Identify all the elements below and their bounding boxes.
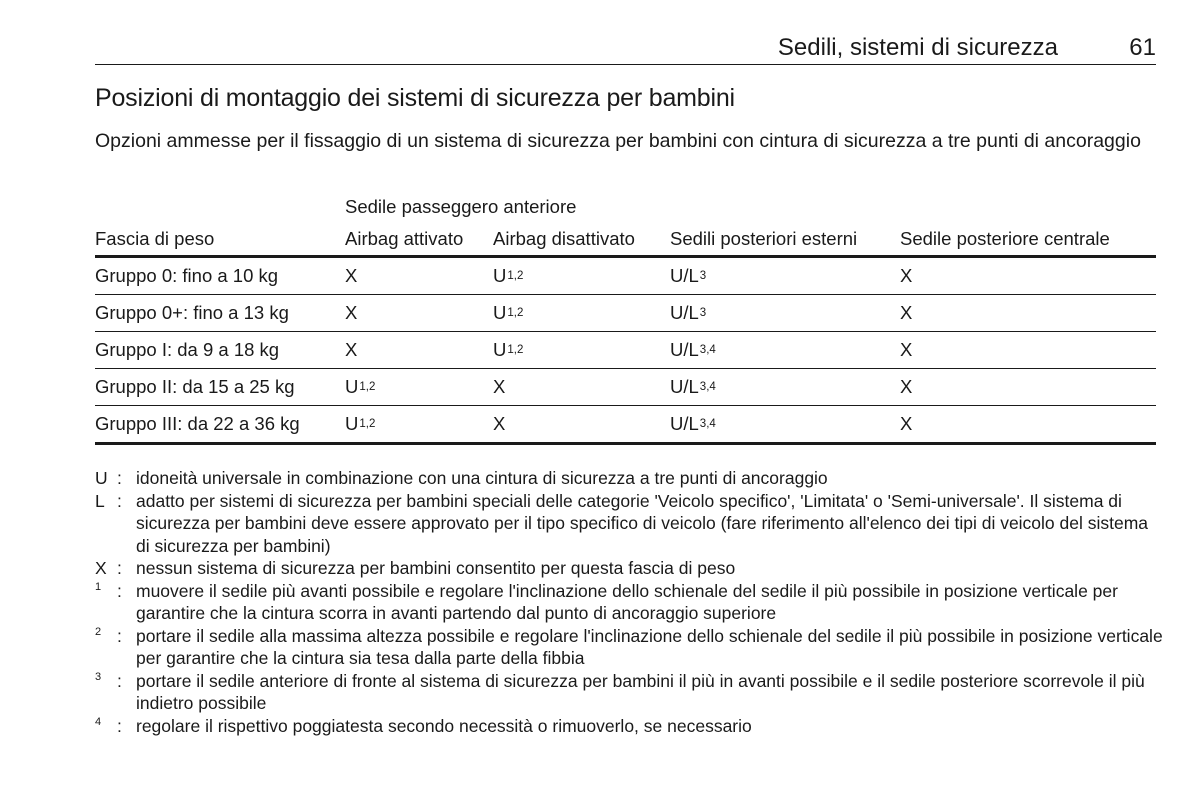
- legend-item: [95, 490, 1165, 558]
- table-header-row: [95, 222, 1156, 257]
- legend-separator: :: [117, 625, 122, 646]
- footnote-reference: 1,2: [507, 307, 524, 319]
- suitability-code: [670, 339, 716, 361]
- legend-item: [95, 625, 1165, 670]
- suitability-cell: [670, 295, 900, 332]
- weight-class-cell: Gruppo II: da 15 a 25 kg: [95, 369, 345, 406]
- weight-class-cell: Gruppo III: da 22 a 36 kg: [95, 406, 345, 444]
- suitability-cell: [900, 406, 1156, 444]
- legend-separator: :: [117, 670, 122, 691]
- table-row: [95, 332, 1156, 369]
- legend-separator: :: [117, 468, 122, 488]
- weight-class-cell: Gruppo 0: fino a 10 kg: [95, 257, 345, 295]
- weight-class-cell: Gruppo 0+: fino a 13 kg: [95, 295, 345, 332]
- legend-item: [95, 580, 1165, 625]
- footnote-reference: 3,4: [699, 344, 716, 356]
- suitability-cell: [493, 295, 670, 332]
- footnote-reference: 3: [699, 270, 707, 282]
- legend-text: muovere il sedile più avanti possibile e regolare l'inclinazione dello schienale del sedile il più possibile in posizione verticale per garantire che la cintura scorra in avanti partendo dal punto di ancoraggio superiore: [136, 580, 1118, 623]
- suitability-letter: X: [345, 339, 358, 360]
- table-row: [95, 369, 1156, 406]
- legend-item: [95, 467, 1165, 490]
- suitability-code: [493, 413, 505, 435]
- suitability-code: [345, 376, 375, 398]
- suitability-letter: U: [345, 413, 359, 434]
- legend-key: 2: [95, 625, 102, 638]
- table-row: [95, 257, 1156, 295]
- suitability-cell: [900, 295, 1156, 332]
- suitability-cell: [900, 257, 1156, 295]
- table-row: [95, 406, 1156, 444]
- legend-text: adatto per sistemi di sicurezza per bambini speciali delle categorie 'Veicolo specifico', 'Limitata' o 'Semi-universale'. Il sistema di sicurezza per bambini deve essere approvato per il tipo specifico di veicolo (fare riferimento all'elenco dei tipi di veicolo del sistema di sicurezza per bambini): [136, 490, 1149, 556]
- suitability-letter: U/L: [670, 265, 699, 286]
- column-header-airbag-on: Airbag attivato: [345, 222, 493, 257]
- suitability-code: [900, 376, 912, 398]
- suitability-letter: X: [345, 265, 358, 286]
- suitability-cell: [345, 369, 493, 406]
- suitability-letter: X: [345, 302, 358, 323]
- footnote-reference: 3: [699, 307, 707, 319]
- suitability-code: [670, 265, 706, 287]
- suitability-code: [670, 302, 706, 324]
- column-header-rear-outer: Sedili posteriori esterni: [670, 222, 900, 257]
- suitability-code: [345, 302, 357, 324]
- footnote-reference: 1,2: [359, 381, 376, 393]
- column-group-header: Sedile passeggero anteriore: [345, 196, 577, 217]
- weight-class-cell: Gruppo I: da 9 a 18 kg: [95, 332, 345, 369]
- suitability-cell: [345, 295, 493, 332]
- suitability-cell: [900, 332, 1156, 369]
- suitability-letter: X: [493, 413, 506, 434]
- legend-separator: :: [117, 490, 122, 511]
- legend-key: X: [95, 558, 107, 578]
- suitability-cell: [493, 406, 670, 444]
- column-header-rear-center: Sedile posteriore centrale: [900, 222, 1156, 257]
- suitability-code: [670, 413, 716, 435]
- legend-key: L: [95, 490, 105, 511]
- suitability-code: [493, 376, 505, 398]
- suitability-code: [670, 376, 716, 398]
- legend-separator: :: [117, 558, 122, 578]
- suitability-letter: X: [900, 302, 913, 323]
- suitability-letter: X: [493, 376, 506, 397]
- legend-key: U: [95, 468, 108, 488]
- suitability-code: [493, 302, 523, 324]
- suitability-cell: [900, 369, 1156, 406]
- suitability-code: [900, 413, 912, 435]
- page-title: Posizioni di montaggio dei sistemi di sicurezza per bambini: [95, 84, 735, 112]
- table-row: [95, 295, 1156, 332]
- legend-item: [95, 715, 1165, 738]
- suitability-cell: [345, 257, 493, 295]
- suitability-cell: [670, 332, 900, 369]
- suitability-letter: U: [493, 339, 507, 360]
- legend-key: 1: [95, 580, 102, 593]
- legend-separator: :: [117, 580, 122, 601]
- suitability-letter: X: [900, 376, 913, 397]
- legend-text: regolare il rispettivo poggiatesta secondo necessità o rimuoverlo, se necessario: [136, 715, 752, 736]
- suitability-code: [345, 339, 357, 361]
- legend: [95, 467, 1165, 737]
- suitability-cell: [670, 369, 900, 406]
- suitability-code: [900, 339, 912, 361]
- suitability-letter: U: [493, 265, 507, 286]
- suitability-cell: [493, 332, 670, 369]
- suitability-letter: U/L: [670, 302, 699, 323]
- suitability-code: [900, 265, 912, 287]
- legend-key: 3: [95, 670, 102, 683]
- footnote-reference: 3,4: [699, 418, 716, 430]
- footnote-reference: 1,2: [359, 418, 376, 430]
- suitability-letter: U/L: [670, 413, 699, 434]
- suitability-cell: [493, 369, 670, 406]
- column-header-airbag-off: Airbag disattivato: [493, 222, 670, 257]
- suitability-letter: X: [900, 339, 913, 360]
- suitability-letter: U: [345, 376, 359, 397]
- legend-text: nessun sistema di sicurezza per bambini consentito per questa fascia di peso: [136, 558, 736, 578]
- legend-text: portare il sedile alla massima altezza possibile e regolare l'inclinazione dello schienale del sedile il più possibile in posizione verticale per garantire che la cintura sia tesa dalla parte della fibbia: [136, 625, 1163, 668]
- footnote-reference: 1,2: [507, 270, 524, 282]
- footnote-reference: 3,4: [699, 381, 716, 393]
- table-caption: Opzioni ammesse per il fissaggio di un sistema di sicurezza per bambini con cintura di sicurezza a tre punti di ancoraggio: [95, 130, 1141, 152]
- suitability-letter: U: [493, 302, 507, 323]
- column-header-weight: Fascia di peso: [95, 222, 345, 257]
- suitability-code: [493, 265, 523, 287]
- suitability-letter: X: [900, 413, 913, 434]
- mounting-positions-table: [95, 222, 1156, 445]
- suitability-cell: [345, 406, 493, 444]
- suitability-cell: [493, 257, 670, 295]
- suitability-letter: X: [900, 265, 913, 286]
- footnote-reference: 1,2: [507, 344, 524, 356]
- legend-text: portare il sedile anteriore di fronte al sistema di sicurezza per bambini il più in avanti possibile e il sedile posteriore scorrevole il più indietro possibile: [136, 670, 1145, 713]
- legend-item: [95, 557, 1165, 580]
- suitability-letter: U/L: [670, 376, 699, 397]
- legend-item: [95, 670, 1165, 715]
- legend-key: 4: [95, 715, 102, 728]
- legend-separator: :: [117, 715, 122, 736]
- suitability-code: [345, 413, 375, 435]
- suitability-code: [345, 265, 357, 287]
- section-title: Sedili, sistemi di sicurezza: [777, 34, 1058, 61]
- page-header: [95, 32, 1156, 65]
- suitability-letter: U/L: [670, 339, 699, 360]
- suitability-code: [900, 302, 912, 324]
- page-number: 61: [1129, 34, 1156, 61]
- suitability-code: [493, 339, 523, 361]
- suitability-cell: [670, 406, 900, 444]
- suitability-cell: [670, 257, 900, 295]
- suitability-cell: [345, 332, 493, 369]
- legend-text: idoneità universale in combinazione con una cintura di sicurezza a tre punti di ancoraggio: [136, 468, 828, 488]
